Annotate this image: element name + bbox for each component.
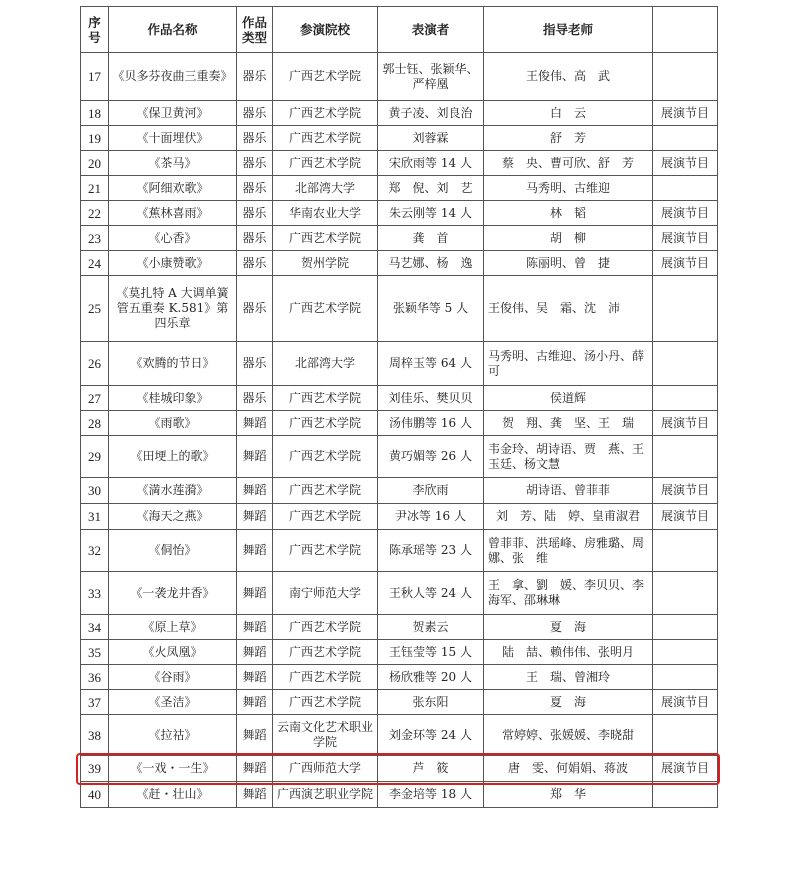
row-no: 34 (81, 615, 109, 640)
row-title: 《蕉林喜雨》 (109, 201, 237, 226)
row-teacher: 夏 海 (484, 690, 653, 715)
row-school: 贺州学院 (273, 251, 378, 276)
row-school: 广西艺术学院 (273, 411, 378, 436)
row-note: 展演节目 (653, 226, 718, 251)
row-type: 舞蹈 (237, 690, 273, 715)
row-teacher: 陆 喆、赖伟伟、张明月 (484, 640, 653, 665)
table-row (81, 126, 718, 151)
row-no: 29 (81, 436, 109, 478)
table-row (81, 690, 718, 715)
row-no: 36 (81, 665, 109, 690)
row-performer: 贺素云 (378, 615, 484, 640)
row-teacher: 马秀明、古维迎 (484, 176, 653, 201)
table-row (81, 640, 718, 665)
row-performer: 刘蓉霖 (378, 126, 484, 151)
row-title: 《一戏・一生》 (109, 756, 237, 782)
row-teacher: 贺 翔、龚 坚、王 瑞 (484, 411, 653, 436)
row-school: 广西艺术学院 (273, 226, 378, 251)
table-row (81, 436, 718, 478)
table-row (81, 276, 718, 342)
table-row (81, 176, 718, 201)
row-title: 《侗怡》 (109, 530, 237, 572)
row-type: 舞蹈 (237, 504, 273, 530)
row-note: 展演节目 (653, 504, 718, 530)
row-teacher: 王 瑞、曾湘玲 (484, 665, 653, 690)
row-school: 广西艺术学院 (273, 530, 378, 572)
row-teacher: 曾菲菲、洪瑶峰、房雅璐、周 娜、张 维 (484, 530, 653, 572)
row-type: 舞蹈 (237, 411, 273, 436)
row-teacher: 陈丽明、曾 捷 (484, 251, 653, 276)
header-row (81, 7, 718, 53)
row-type: 舞蹈 (237, 530, 273, 572)
row-no: 33 (81, 572, 109, 615)
row-teacher: 侯道辉 (484, 386, 653, 411)
row-type: 舞蹈 (237, 782, 273, 808)
row-performer: 郭士钰、张颖华、严梓凰 (378, 53, 484, 101)
row-no: 35 (81, 640, 109, 665)
row-performer: 宋欣雨等 14 人 (378, 151, 484, 176)
row-teacher: 胡诗语、曾菲菲 (484, 478, 653, 504)
row-school: 北部湾大学 (273, 342, 378, 386)
row-type: 器乐 (237, 101, 273, 126)
row-type: 器乐 (237, 201, 273, 226)
row-title: 《欢腾的节日》 (109, 342, 237, 386)
row-note (653, 782, 718, 808)
table-row (81, 615, 718, 640)
row-title: 《海天之燕》 (109, 504, 237, 530)
row-performer: 周梓玉等 64 人 (378, 342, 484, 386)
row-note (653, 126, 718, 151)
row-teacher: 蔡 央、曹可欣、舒 芳 (484, 151, 653, 176)
row-teacher: 王俊伟、吴 霜、沈 沛 (484, 276, 653, 342)
row-note (653, 715, 718, 756)
row-performer: 李金培等 18 人 (378, 782, 484, 808)
row-teacher: 夏 海 (484, 615, 653, 640)
row-performer: 张颖华等 5 人 (378, 276, 484, 342)
row-no: 17 (81, 53, 109, 101)
row-note (653, 436, 718, 478)
row-title: 《心香》 (109, 226, 237, 251)
row-type: 器乐 (237, 386, 273, 411)
row-type: 舞蹈 (237, 665, 273, 690)
table-row (81, 665, 718, 690)
row-teacher: 刘 芳、陆 婷、皇甫淑君 (484, 504, 653, 530)
row-type: 器乐 (237, 126, 273, 151)
row-school: 云南文化艺术职业学院 (273, 715, 378, 756)
row-title: 《田埂上的歌》 (109, 436, 237, 478)
row-note: 展演节目 (653, 690, 718, 715)
row-note: 展演节目 (653, 756, 718, 782)
header-note (653, 7, 718, 53)
row-note (653, 665, 718, 690)
row-note (653, 53, 718, 101)
row-title: 《小康赞歌》 (109, 251, 237, 276)
row-title: 《圣洁》 (109, 690, 237, 715)
table-row (81, 504, 718, 530)
row-school: 广西艺术学院 (273, 504, 378, 530)
row-school: 广西艺术学院 (273, 436, 378, 478)
row-school: 广西艺术学院 (273, 126, 378, 151)
row-title: 《保卫黄河》 (109, 101, 237, 126)
row-teacher: 白 云 (484, 101, 653, 126)
row-type: 舞蹈 (237, 615, 273, 640)
table-row (81, 201, 718, 226)
row-performer: 王秋人等 24 人 (378, 572, 484, 615)
program-table (80, 6, 718, 808)
row-performer: 李欣雨 (378, 478, 484, 504)
row-type: 器乐 (237, 176, 273, 201)
row-title: 《一袭龙井香》 (109, 572, 237, 615)
row-no: 18 (81, 101, 109, 126)
table-row (81, 251, 718, 276)
row-teacher: 常婷婷、张媛媛、李晓甜 (484, 715, 653, 756)
row-title: 《茶马》 (109, 151, 237, 176)
row-type: 器乐 (237, 53, 273, 101)
row-type: 舞蹈 (237, 640, 273, 665)
row-school: 广西艺术学院 (273, 478, 378, 504)
row-note (653, 386, 718, 411)
row-type: 舞蹈 (237, 756, 273, 782)
row-teacher: 马秀明、古维迎、汤小丹、薛 可 (484, 342, 653, 386)
row-no: 20 (81, 151, 109, 176)
row-performer: 汤伟鹏等 16 人 (378, 411, 484, 436)
row-note (653, 176, 718, 201)
row-note: 展演节目 (653, 411, 718, 436)
row-title: 《谷雨》 (109, 665, 237, 690)
row-title: 《桂城印象》 (109, 386, 237, 411)
row-title: 《莫扎特 A 大调单簧管五重奏 K.581》第四乐章 (109, 276, 237, 342)
row-teacher: 胡 柳 (484, 226, 653, 251)
row-school: 广西演艺职业学院 (273, 782, 378, 808)
row-no: 19 (81, 126, 109, 151)
table-row (81, 226, 718, 251)
row-teacher: 舒 芳 (484, 126, 653, 151)
row-teacher: 郑 华 (484, 782, 653, 808)
row-note (653, 615, 718, 640)
row-type: 器乐 (237, 251, 273, 276)
row-school: 华南农业大学 (273, 201, 378, 226)
row-no: 26 (81, 342, 109, 386)
table-row (81, 530, 718, 572)
row-title: 《阿细欢歌》 (109, 176, 237, 201)
row-performer: 尹冰等 16 人 (378, 504, 484, 530)
row-teacher: 唐 雯、何娟娟、蒋波 (484, 756, 653, 782)
row-title: 《贝多芬夜曲三重奏》 (109, 53, 237, 101)
table-row (81, 53, 718, 101)
row-school: 广西艺术学院 (273, 276, 378, 342)
row-performer: 马艺娜、杨 逸 (378, 251, 484, 276)
row-performer: 刘佳乐、樊贝贝 (378, 386, 484, 411)
row-note: 展演节目 (653, 201, 718, 226)
row-no: 22 (81, 201, 109, 226)
table-row (81, 411, 718, 436)
row-teacher: 林 韬 (484, 201, 653, 226)
row-performer: 朱云刚等 14 人 (378, 201, 484, 226)
row-title: 《雨歌》 (109, 411, 237, 436)
header-title: 作品名称 (109, 7, 237, 53)
row-school: 广西艺术学院 (273, 151, 378, 176)
row-note (653, 572, 718, 615)
table-row (81, 151, 718, 176)
row-note: 展演节目 (653, 251, 718, 276)
row-performer: 龚 首 (378, 226, 484, 251)
row-no: 24 (81, 251, 109, 276)
row-no: 23 (81, 226, 109, 251)
highlight-box-row-39 (76, 753, 720, 785)
row-no: 25 (81, 276, 109, 342)
row-school: 南宁师范大学 (273, 572, 378, 615)
header-teacher: 指导老师 (484, 7, 653, 53)
row-type: 器乐 (237, 342, 273, 386)
header-performer: 表演者 (378, 7, 484, 53)
row-no: 32 (81, 530, 109, 572)
table-row (81, 342, 718, 386)
row-school: 广西艺术学院 (273, 690, 378, 715)
row-no: 37 (81, 690, 109, 715)
row-no: 40 (81, 782, 109, 808)
row-type: 舞蹈 (237, 715, 273, 756)
row-school: 广西艺术学院 (273, 53, 378, 101)
row-no: 39 (81, 756, 109, 782)
row-note (653, 640, 718, 665)
row-title: 《満水莲漪》 (109, 478, 237, 504)
row-type: 器乐 (237, 226, 273, 251)
row-note: 展演节目 (653, 101, 718, 126)
header-no: 序号 (81, 7, 109, 53)
row-note (653, 530, 718, 572)
row-school: 广西艺术学院 (273, 101, 378, 126)
header-school: 参演院校 (273, 7, 378, 53)
row-title: 《拉祜》 (109, 715, 237, 756)
row-performer: 杨欣雅等 20 人 (378, 665, 484, 690)
row-school: 广西师范大学 (273, 756, 378, 782)
row-teacher: 王俊伟、高 武 (484, 53, 653, 101)
row-title: 《十面埋伏》 (109, 126, 237, 151)
row-performer: 刘金环等 24 人 (378, 715, 484, 756)
row-school: 北部湾大学 (273, 176, 378, 201)
row-type: 器乐 (237, 276, 273, 342)
table-body (81, 53, 718, 808)
row-note (653, 276, 718, 342)
row-no: 38 (81, 715, 109, 756)
row-note: 展演节目 (653, 478, 718, 504)
row-no: 31 (81, 504, 109, 530)
row-school: 广西艺术学院 (273, 386, 378, 411)
row-school: 广西艺术学院 (273, 615, 378, 640)
header-type: 作品类型 (237, 7, 273, 53)
row-no: 30 (81, 478, 109, 504)
row-note (653, 342, 718, 386)
row-no: 27 (81, 386, 109, 411)
row-performer: 张东阳 (378, 690, 484, 715)
row-title: 《原上草》 (109, 615, 237, 640)
table-row (81, 715, 718, 756)
table-row (81, 101, 718, 126)
row-title: 《赶・壮山》 (109, 782, 237, 808)
row-type: 舞蹈 (237, 478, 273, 504)
row-teacher: 王 拿、劉 媛、李贝贝、李海军、邵琳琳 (484, 572, 653, 615)
table-row (81, 386, 718, 411)
row-title: 《火凤凰》 (109, 640, 237, 665)
row-teacher: 韦金玲、胡诗语、贾 燕、王玉廷、杨文慧 (484, 436, 653, 478)
row-no: 28 (81, 411, 109, 436)
row-type: 舞蹈 (237, 436, 273, 478)
row-performer: 陈承瑶等 23 人 (378, 530, 484, 572)
row-school: 广西艺术学院 (273, 640, 378, 665)
table-row (81, 782, 718, 808)
row-type: 器乐 (237, 151, 273, 176)
row-performer: 黄子凌、刘良治 (378, 101, 484, 126)
row-no: 21 (81, 176, 109, 201)
row-performer: 王钰莹等 15 人 (378, 640, 484, 665)
row-note: 展演节目 (653, 151, 718, 176)
row-performer: 黄巧媚等 26 人 (378, 436, 484, 478)
row-type: 舞蹈 (237, 572, 273, 615)
table-row (81, 572, 718, 615)
table-row (81, 478, 718, 504)
row-school: 广西艺术学院 (273, 665, 378, 690)
row-performer: 郑 倪、刘 艺 (378, 176, 484, 201)
row-performer: 芦 筱 (378, 756, 484, 782)
